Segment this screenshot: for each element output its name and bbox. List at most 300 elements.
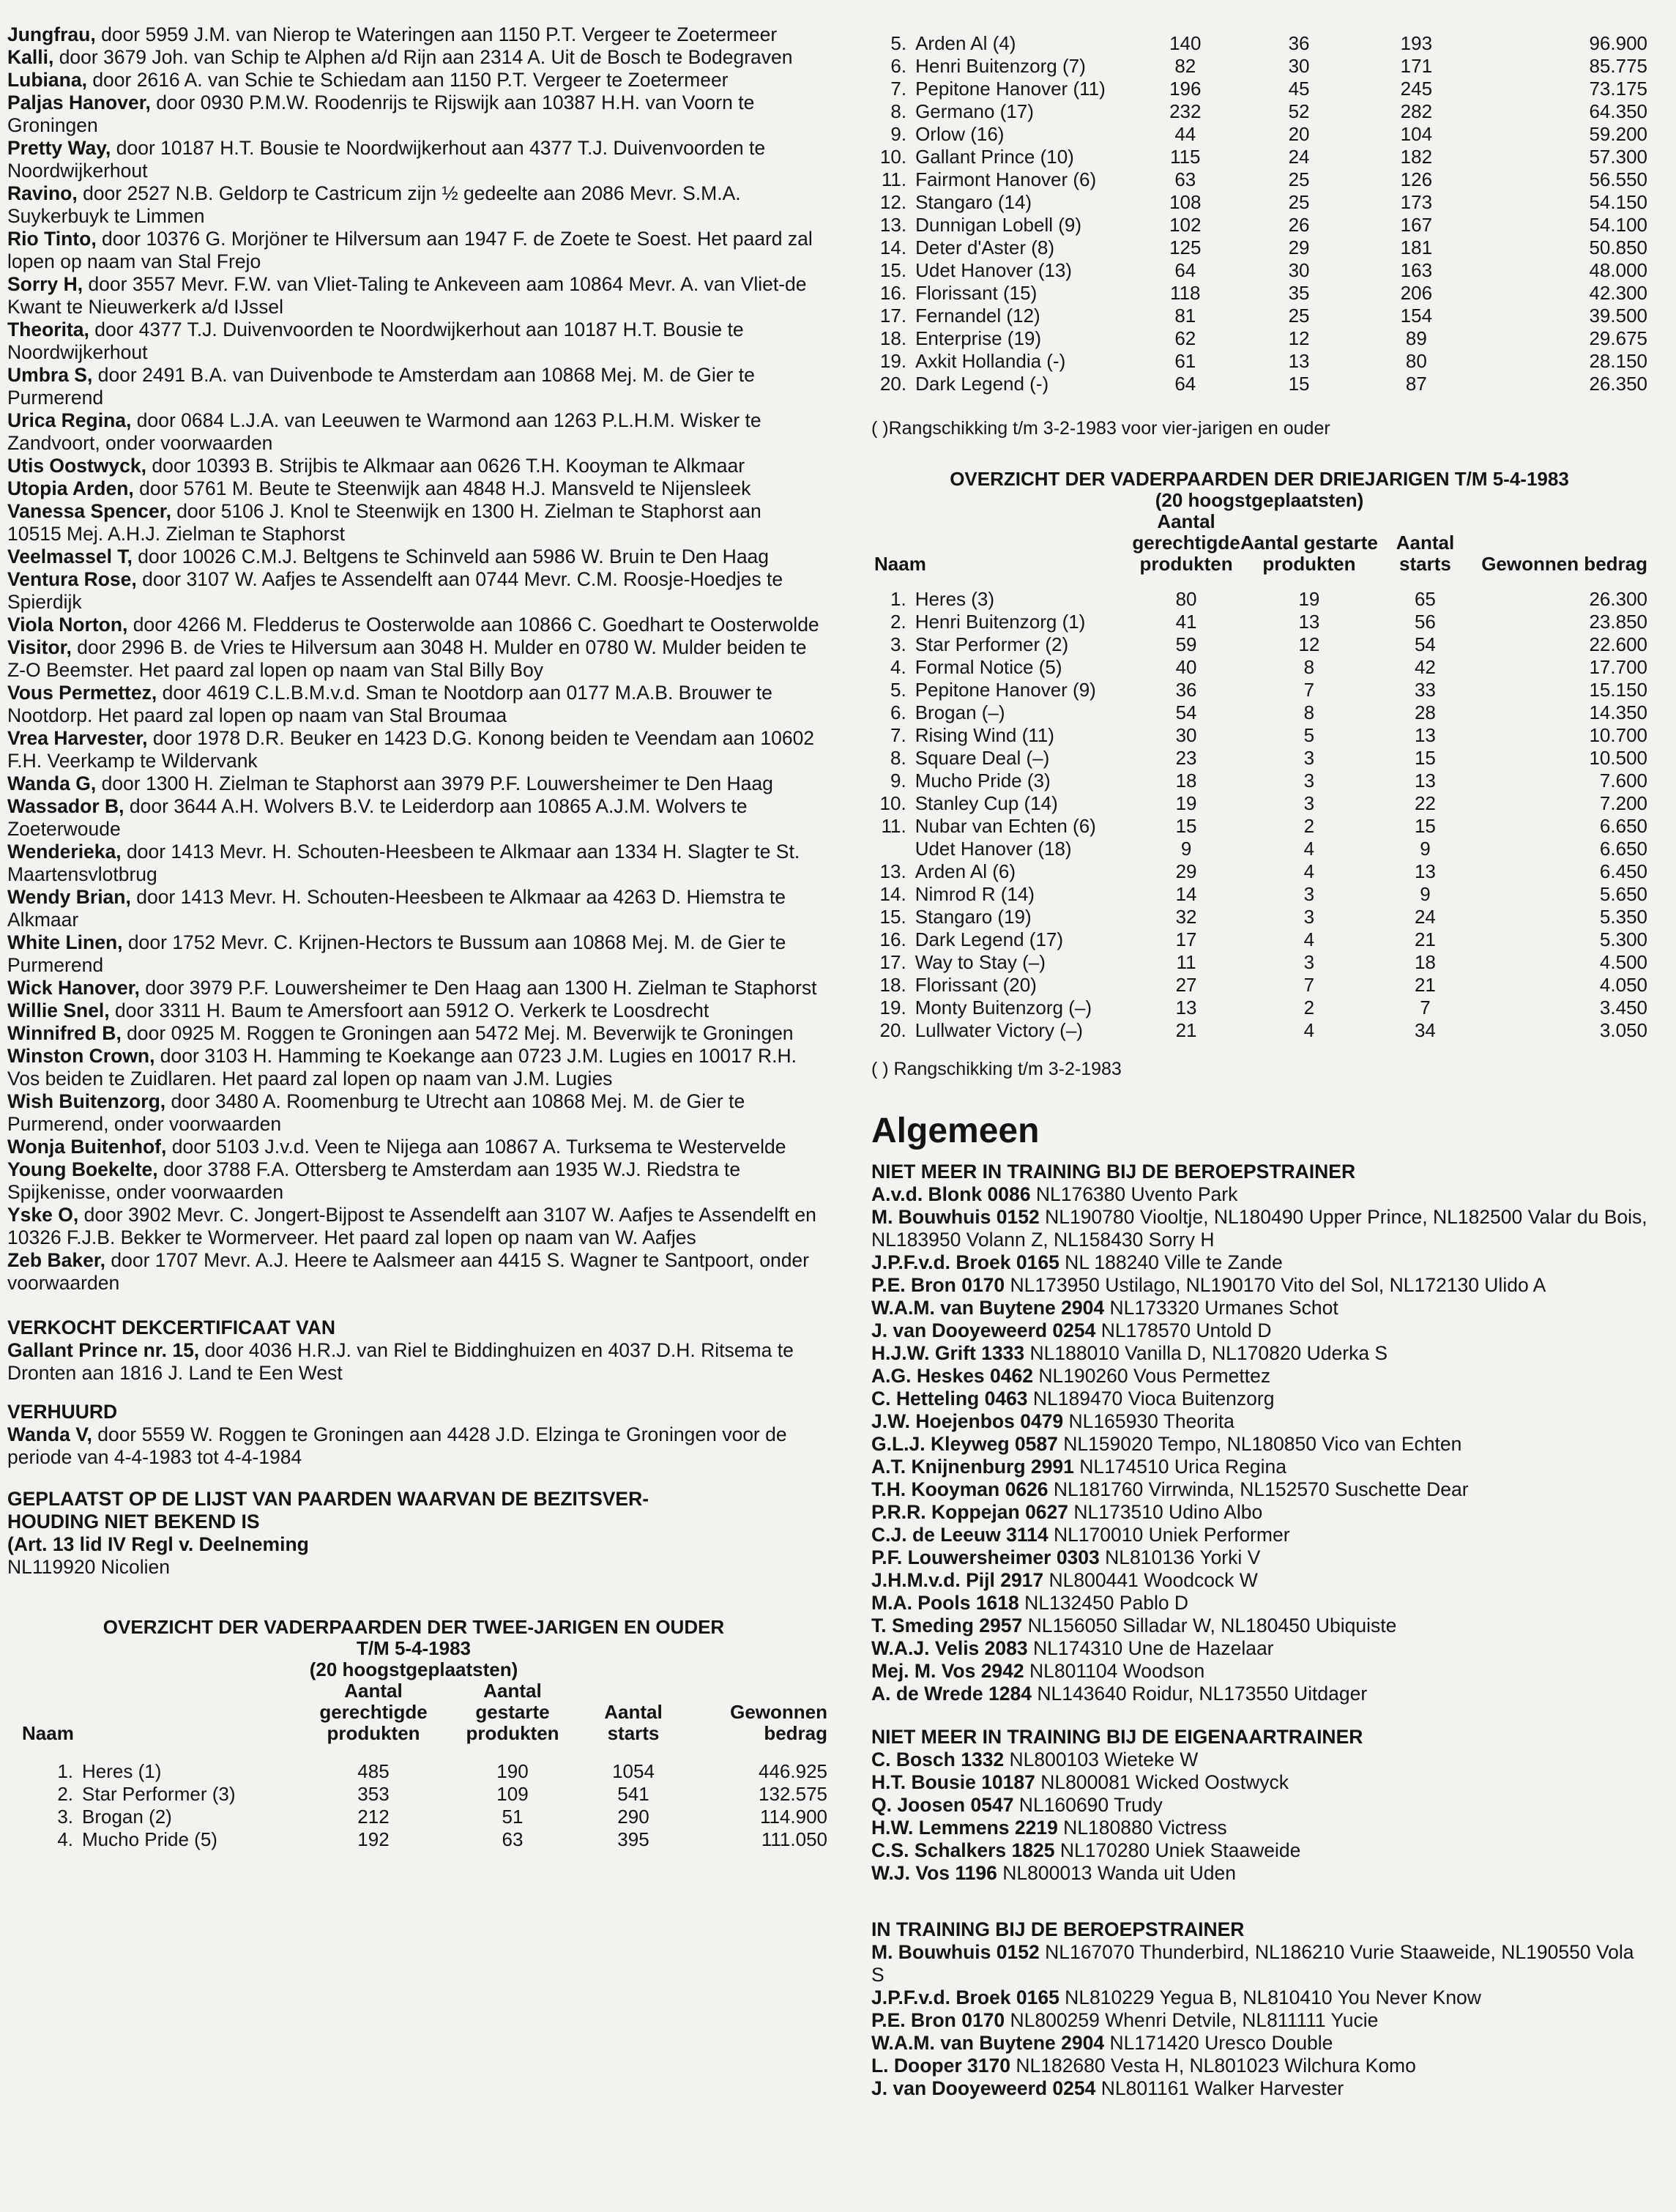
trainer-entry-text: NL165930 Theorita: [1063, 1410, 1234, 1432]
rank-cell: 11.: [881, 168, 907, 190]
transfer-entry-name: Rio Tinto,: [7, 228, 97, 250]
won-cell: 10.500: [1589, 747, 1647, 769]
trainer-entry-name: J. van Dooyeweerd 0254: [871, 2077, 1096, 2099]
trainer-entry: [871, 1433, 1647, 1456]
trainer-entry-text: NL801161 Walker Harvester: [1095, 2077, 1344, 2099]
won-cell: 29.675: [1589, 327, 1647, 349]
trainer-entry: [871, 2077, 1647, 2100]
name-cell: Way to Stay (–): [915, 951, 1046, 973]
transfer-entry-text: door 3679 Joh. van Schip te Alphen a/d Rijn aan 2314 A. Uit de Bosch te Bodegraven: [53, 46, 793, 68]
won-cell: 54.150: [1589, 191, 1647, 213]
transfer-entry-text: door 1752 Mevr. C. Krijnen-Hectors te Bussum aan 10868 Mej. M. de Gier te Purmerend: [7, 931, 786, 976]
rank-cell: 9.: [890, 770, 906, 792]
col-header-name: Naam: [874, 553, 926, 575]
trainer-entry: [871, 1592, 1647, 1615]
rank-cell: 18.: [879, 974, 906, 996]
starts-cell: 245: [1400, 78, 1433, 100]
starts-cell: 181: [1400, 237, 1433, 258]
rank-cell: 1.: [890, 588, 906, 610]
rank-cell: 2.: [890, 611, 906, 633]
transfer-entry: [7, 772, 820, 795]
prod-cell: 80: [1175, 588, 1197, 610]
name-cell: Florissant (15): [915, 282, 1038, 304]
rank-cell: 3.: [890, 633, 906, 655]
rank-cell: 12.: [879, 191, 907, 213]
rank-cell: 5.: [890, 32, 907, 54]
trainer-entry-text: NL810136 Yorki V: [1099, 1546, 1261, 1568]
table-row: [871, 633, 1647, 656]
starts-cell: 89: [1405, 327, 1427, 349]
trainer-entry-name: A. de Wrede 1284: [871, 1683, 1032, 1705]
started-cell: 7: [1303, 974, 1315, 996]
transfer-entry: [7, 1090, 820, 1136]
transfer-entry-name: Viola Norton,: [7, 614, 128, 636]
prod-cell: 140: [1169, 32, 1202, 54]
starts-cell: 126: [1400, 168, 1433, 190]
transfer-entry: [7, 568, 820, 614]
transfer-entry-name: Wanda G,: [7, 772, 97, 794]
table-row: [871, 656, 1647, 679]
trainer-entry-text: NL159020 Tempo, NL180850 Vico van Echten: [1057, 1433, 1462, 1455]
name-cell: Star Performer (3): [82, 1783, 236, 1805]
table-row: [871, 237, 1647, 259]
rank-cell: 14.: [879, 883, 906, 905]
table-drie-title-2: (20 hoogstgeplaatsten): [1155, 489, 1364, 511]
started-cell: 25: [1288, 305, 1310, 327]
transfer-entry: [7, 999, 820, 1022]
eigenaar-heading: NIET MEER IN TRAINING BIJ DE EIGENAARTRAINER: [871, 1726, 1363, 1748]
prod-cell: 9: [1180, 838, 1192, 860]
trainer-entry-name: M. Bouwhuis 0152: [871, 1206, 1040, 1228]
rank-cell: 17.: [879, 951, 906, 973]
prod-cell: 212: [357, 1806, 390, 1828]
transfer-entry: [7, 682, 820, 727]
trainer-entry-name: L. Dooper 3170: [871, 2055, 1010, 2077]
name-cell: Star Performer (2): [915, 633, 1069, 655]
name-cell: Heres (1): [82, 1760, 162, 1782]
started-cell: 52: [1288, 100, 1310, 122]
transfer-entry: [7, 69, 820, 92]
transfer-entry: [7, 46, 820, 69]
table-header-row: [871, 511, 1647, 575]
started-cell: 30: [1288, 259, 1310, 281]
trainer-entry-name: P.E. Bron 0170: [871, 2009, 1005, 2031]
won-cell: 10.700: [1589, 724, 1647, 746]
name-cell: Heres (3): [915, 588, 995, 610]
prod-cell: 353: [357, 1783, 390, 1805]
trainer-entry-text: NL167070 Thunderbird, NL186210 Vurie Staaweide, NL190550 Vola S: [871, 1941, 1634, 1986]
eigenaar-list: [871, 1749, 1647, 1885]
table-row: [37, 1783, 827, 1806]
trainer-entry-name: C.J. de Leeuw 3114: [871, 1524, 1049, 1546]
transfer-entry: [7, 319, 820, 364]
trainer-entry: [871, 1794, 1647, 1817]
trainer-entry: [871, 1839, 1647, 1862]
transfer-entry-name: Vanessa Spencer,: [7, 500, 171, 522]
transfer-entry-name: Wendy Brian,: [7, 886, 131, 908]
table-row: [871, 770, 1647, 792]
name-cell: Square Deal (–): [915, 747, 1050, 769]
prod-cell: 108: [1169, 191, 1202, 213]
rank-cell: 10.: [879, 792, 906, 814]
transfer-entry: [7, 273, 820, 319]
col-header-prod: Aantal gerechtigde produkten: [319, 1680, 428, 1744]
transfer-entry: [7, 1158, 820, 1204]
prod-cell: 27: [1175, 974, 1197, 996]
starts-cell: 541: [617, 1783, 649, 1805]
prod-cell: 232: [1169, 100, 1202, 122]
rank-cell: 4.: [57, 1828, 73, 1850]
started-cell: 45: [1288, 78, 1310, 100]
trainer-entry-name: G.L.J. Kleyweg 0587: [871, 1433, 1058, 1455]
won-cell: 96.900: [1589, 32, 1647, 54]
started-cell: 3: [1303, 747, 1315, 769]
starts-cell: 87: [1405, 373, 1427, 395]
transfer-entry-text: door 10393 B. Strijbis te Alkmaar aan 0626 T.H. Kooyman te Alkmaar: [146, 455, 745, 477]
transfer-entry-name: Utopia Arden,: [7, 477, 134, 499]
trainer-entry: [871, 1986, 1647, 2009]
trainer-entry-name: Q. Joosen 0547: [871, 1794, 1014, 1816]
name-cell: Lullwater Victory (–): [915, 1019, 1083, 1041]
starts-cell: 34: [1414, 1019, 1436, 1041]
table-row: [871, 100, 1647, 123]
trainer-entry: [871, 1546, 1647, 1569]
starts-cell: 15: [1414, 815, 1436, 837]
name-cell: Brogan (2): [82, 1806, 172, 1828]
col-header-started: Aantal gestarte produkten: [466, 1680, 559, 1744]
transfer-entry: [7, 1249, 820, 1295]
prod-cell: 29: [1175, 860, 1197, 882]
starts-cell: 7: [1420, 997, 1431, 1019]
trainer-entry: [871, 1319, 1647, 1342]
transfer-entry-name: White Linen,: [7, 931, 123, 953]
bezits-heading-1: GEPLAATST OP DE LIJST VAN PAARDEN WAARVAN DE BEZITSVER-: [7, 1488, 649, 1510]
won-cell: 26.300: [1589, 588, 1647, 610]
trainer-entry: [871, 1637, 1647, 1660]
trainer-entry-text: NL173320 Urmanes Schot: [1104, 1297, 1338, 1319]
started-cell: 4: [1303, 928, 1315, 950]
name-cell: Nubar van Echten (6): [915, 815, 1096, 837]
starts-cell: 167: [1400, 214, 1433, 236]
table-row: [871, 146, 1647, 168]
rank-cell: 16.: [879, 282, 907, 304]
transfer-entry: [7, 92, 820, 137]
starts-cell: 18: [1414, 951, 1436, 973]
trainer-entry: [871, 1749, 1647, 1771]
name-cell: Orlow (16): [915, 123, 1005, 145]
transfer-entry: [7, 931, 820, 977]
prod-cell: 62: [1174, 327, 1196, 349]
transfer-entry: [7, 886, 820, 931]
trainer-entry-text: NL174310 Une de Hazelaar: [1027, 1637, 1274, 1659]
table-row: [871, 282, 1647, 305]
transfer-entry-text: door 3107 W. Aafjes te Assendelft aan 0744 Mevr. C.M. Roosje-Hoedjes te Spierdijk: [7, 568, 783, 613]
transfer-entry: [7, 545, 820, 568]
won-cell: 26.350: [1589, 373, 1647, 395]
won-cell: 64.350: [1589, 100, 1647, 122]
started-cell: 12: [1288, 327, 1310, 349]
table-row: [871, 860, 1647, 883]
transfer-entry: [7, 636, 820, 682]
transfer-entry-name: Kalli,: [7, 46, 54, 68]
table-row: [871, 747, 1647, 770]
intraining-list: [871, 1941, 1647, 2100]
table-drie-note: ( ) Rangschikking t/m 3-2-1983: [871, 1059, 1122, 1079]
transfer-entry-name: Urica Regina,: [7, 409, 132, 431]
name-cell: Formal Notice (5): [915, 656, 1062, 678]
won-cell: 3.450: [1599, 997, 1647, 1019]
won-cell: 14.350: [1589, 701, 1647, 723]
transfer-entry-text: door 5106 J. Knol te Steenwijk en 1300 H. Zielman te Staphorst aan 10515 Mej. A.H.J. Zielman te Staphorst: [7, 500, 761, 545]
name-cell: Henri Buitenzorg (1): [915, 611, 1086, 633]
prod-cell: 102: [1169, 214, 1202, 236]
trainer-entry-text: NL800081 Wicked Oostwyck: [1035, 1771, 1289, 1793]
rank-cell: 8.: [890, 100, 907, 122]
trainer-entry-text: NL176380 Uvento Park: [1030, 1183, 1238, 1205]
trainer-entry: [871, 1683, 1647, 1705]
starts-cell: 65: [1414, 588, 1436, 610]
trainer-entry: [871, 1206, 1647, 1251]
trainer-entry: [871, 1410, 1647, 1433]
transfer-entry: [7, 182, 820, 228]
beroeps-heading: NIET MEER IN TRAINING BIJ DE BEROEPSTRAINER: [871, 1161, 1356, 1183]
won-cell: 15.150: [1589, 679, 1647, 701]
won-cell: 114.900: [759, 1806, 827, 1828]
starts-cell: 290: [617, 1806, 649, 1828]
table-row: [871, 168, 1647, 191]
trainer-entry-text: NL190260 Vous Permettez: [1032, 1365, 1271, 1387]
trainer-entry-name: P.E. Bron 0170: [871, 1274, 1005, 1296]
transfer-entry-name: Ravino,: [7, 182, 78, 204]
won-cell: 4.500: [1599, 951, 1647, 973]
name-cell: Dark Legend (17): [915, 928, 1064, 950]
started-cell: 13: [1288, 350, 1310, 372]
started-cell: 51: [502, 1806, 524, 1828]
rank-cell: 15.: [879, 906, 906, 928]
started-cell: 13: [1298, 611, 1320, 633]
transfer-entry-text: door 3979 P.F. Louwersheimer te Den Haag aan 1300 H. Zielman te Staphorst: [139, 977, 817, 999]
trainer-entry-name: H.J.W. Grift 1333: [871, 1342, 1025, 1364]
name-cell: Henri Buitenzorg (7): [915, 55, 1086, 77]
trainer-entry-text: NL156050 Silladar W, NL180450 Ubiquiste: [1022, 1615, 1397, 1636]
starts-cell: 24: [1414, 906, 1436, 928]
table-row: [871, 928, 1647, 951]
name-cell: Arden Al (4): [915, 32, 1016, 54]
prod-cell: 11: [1176, 951, 1196, 973]
transfer-entry-name: Yske O,: [7, 1204, 79, 1226]
transfer-entry-name: Paljas Hanover,: [7, 92, 151, 113]
starts-cell: 13: [1414, 860, 1436, 882]
started-cell: 4: [1303, 838, 1315, 860]
trainer-entry: [871, 1297, 1647, 1319]
trainer-entry: [871, 1478, 1647, 1501]
starts-cell: 282: [1400, 100, 1433, 122]
transfer-entry-name: Lubiana,: [7, 69, 87, 91]
won-cell: 6.650: [1599, 815, 1647, 837]
transfer-entry: [7, 795, 820, 841]
transfer-entry-name: Wish Buitenzorg,: [7, 1090, 166, 1112]
rank-cell: 19.: [879, 997, 906, 1019]
name-cell: Udet Hanover (18): [915, 838, 1072, 860]
trainer-entry: [871, 1817, 1647, 1839]
transfer-entry-name: Wonja Buitenhof,: [7, 1136, 167, 1158]
col-header-starts: Aantal starts: [604, 1701, 663, 1744]
transfer-entry-text: door 4266 M. Fledderus te Oosterwolde aan 10866 C. Goedhart te Oosterwolde: [127, 614, 819, 636]
prod-cell: 19: [1175, 792, 1197, 814]
name-cell: Udet Hanover (13): [915, 259, 1072, 281]
transfer-entry-text: door 1707 Mevr. A.J. Heere te Aalsmeer aan 4415 S. Wagner te Santpoort, onder voorwaarden: [7, 1249, 809, 1294]
started-cell: 25: [1288, 168, 1310, 190]
starts-cell: 1054: [612, 1760, 655, 1782]
won-cell: 6.650: [1599, 838, 1647, 860]
trainer-entry-name: H.W. Lemmens 2219: [871, 1817, 1058, 1839]
starts-cell: 28: [1414, 701, 1436, 723]
table-row: [871, 611, 1647, 633]
starts-cell: 171: [1400, 55, 1433, 77]
starts-cell: 154: [1400, 305, 1433, 327]
name-cell: Arden Al (6): [915, 860, 1016, 882]
started-cell: 15: [1288, 373, 1310, 395]
table-twee-title-3: (20 hoogstgeplaatsten): [309, 1658, 518, 1680]
table-row: [871, 1019, 1647, 1042]
trainer-entry-text: NL800441 Woodcock W: [1043, 1569, 1258, 1591]
won-cell: 132.575: [759, 1783, 827, 1805]
trainer-entry-text: NL143640 Roidur, NL173550 Uitdager: [1031, 1683, 1368, 1705]
prod-cell: 17: [1175, 928, 1197, 950]
col-header-won: Gewonnen bedrag: [1481, 553, 1647, 575]
prod-cell: 18: [1175, 770, 1197, 792]
starts-cell: 13: [1414, 724, 1436, 746]
trainer-entry: [871, 1456, 1647, 1478]
name-cell: Pepitone Hanover (11): [915, 78, 1106, 100]
trainer-entry-name: W.A.M. van Buytene 2904: [871, 1297, 1105, 1319]
trainer-entry-name: P.R.R. Koppejan 0627: [871, 1501, 1069, 1523]
prod-cell: 41: [1175, 611, 1197, 633]
started-cell: 2: [1303, 815, 1315, 837]
started-cell: 30: [1288, 55, 1310, 77]
starts-cell: 9: [1420, 883, 1431, 905]
trainer-entry-name: W.A.J. Velis 2083: [871, 1637, 1028, 1659]
trainer-entry: [871, 1501, 1647, 1524]
rank-cell: [871, 838, 906, 860]
won-cell: 7.200: [1599, 792, 1647, 814]
transfer-entry-name: Ventura Rose,: [7, 568, 137, 590]
transfer-entry-name: Winnifred B,: [7, 1022, 122, 1044]
rank-cell: 8.: [890, 747, 906, 769]
rank-cell: 17.: [879, 305, 907, 327]
trainer-entry-name: Mej. M. Vos 2942: [871, 1660, 1024, 1682]
prod-cell: 32: [1175, 906, 1197, 928]
table-row: [871, 838, 1647, 860]
name-cell: Gallant Prince (10): [915, 146, 1074, 168]
col-header-started: Aantal gestarte produkten: [1240, 532, 1378, 575]
prod-cell: 15: [1175, 815, 1197, 837]
prod-cell: 40: [1175, 656, 1197, 678]
table-row: [871, 815, 1647, 838]
transfer-entry-text: door 2996 B. de Vries te Hilversum aan 3048 H. Mulder en 0780 W. Mulder beiden te Z-O Beemster. Het paard zal lopen op naam van Stal Billy Boy: [7, 636, 807, 681]
col-header-starts: Aantal starts: [1396, 532, 1455, 575]
transfer-entry: [7, 1204, 820, 1249]
transfer-entry: [7, 364, 820, 409]
transfer-entry-text: door 3557 Mevr. F.W. van Vliet-Taling te Ankeveen aam 10864 Mevr. A. van Vliet-de Kwant te Nieuwerkerk a/d IJssel: [7, 273, 807, 318]
starts-cell: 104: [1400, 123, 1433, 145]
won-cell: 23.850: [1589, 611, 1647, 633]
rank-cell: 18.: [879, 327, 907, 349]
started-cell: 8: [1303, 701, 1315, 723]
beroeps-list: [871, 1183, 1647, 1705]
prod-cell: 192: [357, 1828, 390, 1850]
trainer-entry-text: NL132450 Pablo D: [1018, 1592, 1189, 1614]
bezits-heading-2: HOUDING NIET BEKEND IS: [7, 1511, 260, 1533]
starts-cell: 9: [1420, 838, 1431, 860]
starts-cell: 56: [1414, 611, 1436, 633]
transfer-entry-name: Young Boekelte,: [7, 1158, 158, 1180]
transfer-entry-text: door 5761 M. Beute te Steenwijk aan 4848 H.J. Mansveld te Nijensleek: [133, 477, 751, 499]
rank-cell: 15.: [879, 259, 907, 281]
transfer-entry-name: Zeb Baker,: [7, 1249, 106, 1271]
prod-cell: 64: [1174, 259, 1196, 281]
transfer-entry-name: Visitor,: [7, 636, 72, 658]
table-row: [871, 724, 1647, 747]
transfer-entry-name: Wick Hanover,: [7, 977, 140, 999]
transfer-entry: [7, 137, 820, 182]
table-row: [871, 373, 1647, 395]
rank-cell: 20.: [879, 1019, 906, 1041]
transfer-entry-text: door 3902 Mevr. C. Jongert-Bijpost te Assendelft aan 3107 W. Aafjes te Assendelft en 10326 F.J.B. Bekker te Wormerveer. Het paard zal lopen op naam van W. Aafjes: [7, 1204, 816, 1248]
rank-cell: 19.: [879, 350, 907, 372]
trainer-entry: [871, 1251, 1647, 1274]
table-row: [871, 701, 1647, 724]
transfer-entry-name: Winston Crown,: [7, 1045, 155, 1067]
name-cell: Fairmont Hanover (6): [915, 168, 1097, 190]
trainer-entry-text: NL174510 Urica Regina: [1073, 1456, 1287, 1478]
table-row: [871, 55, 1647, 78]
table-twee-title-2: T/M 5-4-1983: [356, 1637, 472, 1659]
started-cell: 3: [1303, 906, 1315, 928]
started-cell: 26: [1288, 214, 1310, 236]
trainer-entry-text: NL800259 Whenri Detvile, NL811111 Yucie: [1005, 2009, 1379, 2031]
transfer-entry-text: door 2527 N.B. Geldorp te Castricum zijn ½ gedeelte aan 2086 Mevr. S.M.A. Suykerbuyk te Limmen: [7, 182, 741, 227]
transfer-entry-name: Jungfrau,: [7, 23, 96, 45]
prod-cell: 44: [1174, 123, 1196, 145]
name-cell: Rising Wind (11): [915, 724, 1054, 746]
rank-cell: 14.: [879, 237, 907, 258]
transfer-entry-text: door 5959 J.M. van Nierop te Wateringen aan 1150 P.T. Vergeer te Zoetermeer: [95, 23, 778, 45]
won-cell: 54.100: [1589, 214, 1647, 236]
rank-cell: 10.: [879, 146, 907, 168]
transfer-entry-text: door 3103 H. Hamming te Koekange aan 0723 J.M. Lugies en 10017 R.H. Vos beiden te Zuidlaren. Het paard zal lopen op naam van J.M. Lugies: [7, 1045, 797, 1090]
table-row: [37, 1828, 827, 1851]
trainer-entry: [871, 1615, 1647, 1637]
table-drie-title-1: OVERZICHT DER VADERPAARDEN DER DRIEJARIGEN T/M 5-4-1983: [950, 468, 1569, 490]
name-cell: Enterprise (19): [915, 327, 1042, 349]
verhuurd-entry: Wanda V, door 5559 W. Roggen te Groningen aan 4428 J.D. Elzinga te Groningen voor de periode van 4-4-1983 tot 4-4-1984: [7, 1423, 787, 1468]
transfer-entry: [7, 23, 820, 46]
started-cell: 4: [1303, 1019, 1315, 1041]
won-cell: 85.775: [1589, 55, 1647, 77]
trainer-entry-name: C. Hetteling 0463: [871, 1388, 1028, 1410]
started-cell: 29: [1288, 237, 1310, 258]
won-cell: 111.050: [761, 1828, 827, 1850]
transfer-entry-text: door 0930 P.M.W. Roodenrijs te Rijswijk aan 10387 H.H. van Voorn te Groningen: [7, 92, 755, 136]
intraining-heading: IN TRAINING BIJ DE BEROEPSTRAINER: [871, 1918, 1245, 1940]
starts-cell: 206: [1400, 282, 1433, 304]
prod-cell: 59: [1175, 633, 1197, 655]
started-cell: 5: [1303, 724, 1315, 746]
name-cell: Fernandel (12): [915, 305, 1040, 327]
table-row: [871, 305, 1647, 327]
trainer-entry: [871, 1365, 1647, 1388]
